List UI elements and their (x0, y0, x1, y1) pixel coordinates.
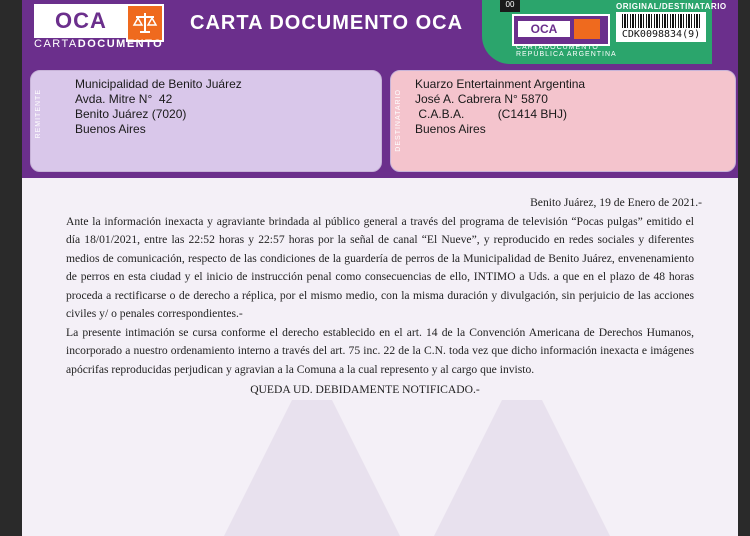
header-band (22, 0, 738, 64)
sender-line: Buenos Aires (75, 122, 146, 136)
stamp-scales-icon (574, 19, 600, 39)
stamp-logo-frame (512, 14, 610, 46)
letter-date: Benito Juárez, 19 de Enero de 2021.- (530, 196, 702, 209)
barcode (616, 12, 706, 42)
tracking-code: CDK0098834(9) (621, 29, 701, 40)
scales-icon (126, 4, 164, 42)
letter-closing: QUEDA UD. DEBIDAMENTE NOTIFICADO.- (250, 383, 480, 396)
oca-logo-text: OCA (55, 8, 107, 33)
postage-stamp (482, 0, 727, 64)
logo-sub-light: CARTA (34, 38, 78, 50)
recipient-line: Kuarzo Entertainment Argentina (415, 77, 586, 91)
recipient-label: DESTINATARIO (395, 89, 402, 152)
recipient-line: C.A.B.A. (C1414 BHJ) (415, 107, 568, 121)
letter-paragraph: La presente intimación se cursa conforme el derecho establecido en el art. 14 de la Convención Americana de Derechos Humanos, incorporado a nuestro ordenamiento interno a través del art. 75 inc. 22 de la C.N. toda vez que dicho información inexacta e imágenes apócrifas reproducidas perjudican y agravian a la Comuna a la cual represento y al cargo que invisto. (66, 325, 694, 376)
recipient-line: Buenos Aires (415, 122, 486, 136)
document-title: CARTA DOCUMENTO OCA (190, 12, 464, 34)
sender-address (75, 77, 242, 137)
sender-line: Benito Juárez (7020) (75, 107, 187, 121)
stamp-subtitle (516, 44, 617, 58)
letter-paragraph: Ante la información inexacta y agraviante brindada al público general a través del programa de televisión “Pocas pulgas” emitido el día 18/01/2021, entre las 22:52 horas y 22:57 horas por la señal de canal “El Nueve”, y reproducido en redes sociales y diferentes medios de comunicación, respecto de las condiciones de la guardería de perros de la Municipalidad de Benito Juárez, envenenamiento de perros en esta ciudad y el inicio de instrucción penal como consecuencias de ello, INTIMO a Uds. a que en el plazo de 48 horas proceda a rectificarse o de derecho a réplica, por el mismo medio, con la misma duración y divulgación, sin perjuicio de las acciones civiles y/ o penales correspondientes.- (66, 214, 694, 320)
logo-sub-bold: DOCUMENTO (77, 38, 164, 50)
recipient-box (390, 70, 736, 172)
recipient-line: José A. Cabrera N° 5870 (415, 92, 548, 106)
sender-line: Municipalidad de Benito Juárez (75, 77, 242, 91)
carta-documento-sheet (22, 0, 738, 536)
recipient-address (415, 77, 585, 137)
letter-body (66, 194, 702, 400)
stamp-country: REPÚBLICA ARGENTINA (516, 51, 617, 58)
stamp-value: 00 (500, 0, 520, 12)
logo-subtitle (34, 38, 163, 50)
oca-watermark (182, 380, 642, 536)
stamp-sub-text: CARTADOCUMENTO (516, 44, 599, 51)
original-label: ORIGINAL/DESTINATARIO (616, 2, 727, 11)
oca-logo (34, 4, 128, 38)
sender-line: Avda. Mitre N° 42 (75, 92, 173, 106)
stamp-logo: OCA (518, 21, 570, 37)
barcode-bars (622, 14, 700, 28)
sender-label: REMITENTE (35, 89, 42, 139)
sender-box (30, 70, 382, 172)
